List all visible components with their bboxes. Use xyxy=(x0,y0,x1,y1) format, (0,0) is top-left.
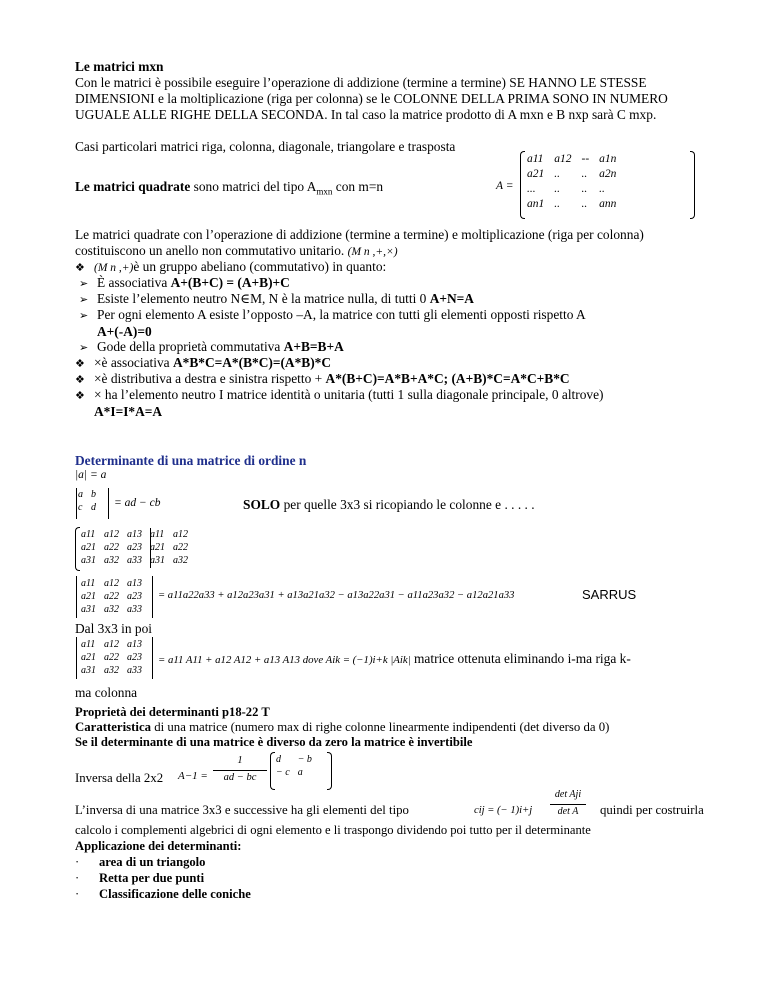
matrix-cell: a2n xyxy=(599,168,617,180)
inverse3-denominator: det A xyxy=(557,806,579,817)
matrix-cell: a1n xyxy=(599,153,617,165)
property-formula: A*B*C=A*(B*C)=(A*B)*C xyxy=(172,355,332,370)
matrix-cell: .. xyxy=(581,168,588,180)
sarrus-divider xyxy=(150,528,151,568)
sarrus-extended-matrix xyxy=(77,528,192,567)
matrix-cell: a21 xyxy=(150,542,165,553)
matrix-cell: d xyxy=(276,754,281,765)
matrix-cell: .. xyxy=(554,168,560,180)
arrow-bullet-icon: ➢ xyxy=(79,293,89,306)
matrix-cell: a13 xyxy=(127,578,142,589)
matrix-a-label: A = xyxy=(496,180,514,192)
property-text: ×è distributiva a destra e sinistra rispetto + xyxy=(94,371,326,386)
sarrus-formula: = a11a22a33 + a12a23a31 + a13a21a32 − a13a22a31 − a11a23a32 − a12a21a33 xyxy=(158,590,515,601)
laplace-text-continued: ma colonna xyxy=(75,685,138,700)
matrix-cell: a31 xyxy=(81,665,96,676)
arrow-bullet-icon: ➢ xyxy=(79,277,89,290)
matrix-a-right-bracket xyxy=(690,151,695,219)
matrix-cell: a23 xyxy=(127,542,142,553)
matrix-row xyxy=(77,651,146,664)
special-cases-line: Casi particolari matrici riga, colonna, diagonale, triangolare e trasposta xyxy=(75,139,456,154)
matrix-cell: a33 xyxy=(127,665,142,676)
matrix-cell: a22 xyxy=(173,542,188,553)
inverse2-fraction-line xyxy=(213,770,267,771)
dot-bullet-icon: · xyxy=(75,887,80,901)
matrix-cell: a33 xyxy=(127,604,142,615)
matrix-cell: a21 xyxy=(81,591,96,602)
matrix-cell: a11 xyxy=(81,639,96,650)
matrix-cell: a31 xyxy=(150,555,165,566)
property-text: × ha l’elemento neutro I matrice identità o unitaria (tutti 1 sulla diagonale principale, 0 altrove) xyxy=(94,387,604,402)
characteristic-line xyxy=(75,719,609,735)
group-line xyxy=(75,259,386,276)
inverse2-matrix xyxy=(272,753,316,779)
property-text: Per ogni elemento A esiste l’opposto –A, la matrice con tutti gli elementi opposti rispetto A xyxy=(97,307,586,322)
property-text: È associativa xyxy=(97,275,171,290)
matrix-cell: b xyxy=(91,489,96,500)
matrix-cell: a11 xyxy=(81,578,96,589)
property-text: Gode della proprietà commutativa xyxy=(97,339,284,354)
matrix-cell: a22 xyxy=(104,652,119,663)
dot-bullet-icon: · xyxy=(75,871,80,885)
matrix-cell: .. xyxy=(581,183,588,195)
square-tail: con m=n xyxy=(332,179,384,194)
inverse3-tail: quindi per costruirla xyxy=(600,803,704,817)
application-label: Classificazione delle coniche xyxy=(99,887,251,901)
matrix-cell: -- xyxy=(581,153,590,165)
solo-text: per quelle 3x3 si ricopiando le colonne e . . . . . xyxy=(280,497,535,512)
matrix-row xyxy=(74,488,100,501)
matrix-cell: a32 xyxy=(104,604,119,615)
matrix-row xyxy=(77,590,146,603)
property-text: ×è associativa xyxy=(94,355,173,370)
arrow-bullet-icon: ➢ xyxy=(79,341,89,354)
matrix-row xyxy=(77,577,146,590)
inverse3-fraction-line xyxy=(550,804,586,805)
matrix-cell: a xyxy=(297,767,303,778)
page-title: Le matrici mxn xyxy=(75,59,164,74)
matrix-row xyxy=(522,152,621,167)
property-formula: A+N=A xyxy=(429,291,474,306)
inverse3-numerator: det Aji xyxy=(554,789,582,800)
applications-heading: Applicazione dei determinanti: xyxy=(75,839,242,853)
ring-text: Le matrici quadrate con l’operazione di addizione (termine a termine) e moltiplicazione (riga per colonna) costituiscono un anello non commutativo unitario. xyxy=(75,227,644,258)
inverse3-lhs: cij = (− 1)i+j xyxy=(474,805,533,816)
matrix-cell: − c xyxy=(276,767,290,778)
matrix-cell: a12 xyxy=(104,578,119,589)
matrix-cell: .. xyxy=(581,198,588,210)
matrix-cell: a11 xyxy=(81,529,96,540)
matrix-cell: c xyxy=(78,502,83,513)
square-bold: Le matrici quadrate xyxy=(75,179,191,194)
matrix-cell: a21 xyxy=(81,652,96,663)
property-formula: A*(B+C)=A*B+A*C; (A+B)*C=A*C+B*C xyxy=(325,371,570,386)
property-formula: A+B=B+A xyxy=(283,339,344,354)
group-property-item xyxy=(79,339,709,356)
det2-result: = ad − cb xyxy=(114,497,161,509)
inverse2-lhs: A−1 = xyxy=(178,770,208,782)
inverse3-text: L’inversa di una matrice 3x3 e successive ha gli elementi del tipo xyxy=(75,803,409,817)
group-property-item xyxy=(79,291,709,308)
group-property-item xyxy=(79,307,709,340)
matrix-cell: a31 xyxy=(81,604,96,615)
ring-symbol: (M n ,+,×) xyxy=(347,246,398,258)
laplace-line xyxy=(158,651,631,667)
matrix-row xyxy=(77,638,146,651)
solo-bold: SOLO xyxy=(243,497,281,512)
property-formula: A+(-A)=0 xyxy=(97,324,152,339)
matrix-row xyxy=(74,501,100,514)
application-label: Retta per due punti xyxy=(99,871,205,885)
property-text: Esiste l’elemento neutro N∈M, N è la matrice nulla, di tutti 0 xyxy=(97,291,430,306)
matrix-cell: .. xyxy=(554,198,560,210)
inverse3-line2: calcolo i complementi algebrici di ogni elemento e li traspongo dividendo poi tutto per il determinante xyxy=(75,823,591,837)
square-matrices-line xyxy=(75,179,383,200)
matrix-cell: a21 xyxy=(527,168,545,180)
matrix-row xyxy=(522,167,621,182)
application-item xyxy=(75,886,251,902)
inverse2-right-bracket xyxy=(327,752,332,790)
property-formula: A+(B+C) = (A+B)+C xyxy=(170,275,290,290)
inverse2-denominator: ad − bc xyxy=(223,772,257,783)
laplace-formula: = a11 A11 + a12 A12 + a13 A13 dove Aik = (−1)i+k |Aik| xyxy=(158,654,411,666)
group-symbol: (M n ,+) xyxy=(94,262,134,274)
arrow-bullet-icon: ➢ xyxy=(79,309,89,322)
application-label: area di un triangolo xyxy=(99,855,206,869)
determinant-heading: Determinante di una matrice di ordine n xyxy=(75,453,307,468)
diamond-bullet-icon: ❖ xyxy=(75,261,85,274)
det2-matrix xyxy=(74,488,100,514)
matrix-cell: ann xyxy=(599,198,617,210)
matrix-cell: a12 xyxy=(104,639,119,650)
property-formula: A*I=I*A=A xyxy=(94,404,163,419)
square-text: sono matrici del tipo A xyxy=(190,179,317,194)
matrix-cell: a xyxy=(78,489,83,500)
sarrus-label: SARRUS xyxy=(582,587,637,602)
matrix-cell: .. xyxy=(599,183,605,195)
diamond-bullet-icon: ❖ xyxy=(75,389,85,402)
matrix-row xyxy=(77,541,192,554)
inverse2-label: Inversa della 2x2 xyxy=(75,771,164,785)
application-item xyxy=(75,870,204,886)
multiplication-property-item xyxy=(75,371,715,388)
matrix-row xyxy=(272,766,316,779)
matrix-cell: a32 xyxy=(173,555,188,566)
matrix-row xyxy=(522,197,621,212)
matrix-cell: a22 xyxy=(104,542,119,553)
matrix-cell: a21 xyxy=(81,542,96,553)
diamond-bullet-icon: ❖ xyxy=(75,373,85,386)
inverse2-numerator: 1 xyxy=(237,755,243,766)
matrix-a xyxy=(522,152,621,212)
diamond-bullet-icon: ❖ xyxy=(75,357,85,370)
multiplication-property-item xyxy=(75,387,715,420)
matrix-cell: a11 xyxy=(150,529,165,540)
matrix-cell: a32 xyxy=(104,555,119,566)
matrix-cell: a23 xyxy=(127,591,142,602)
multiplication-property-item xyxy=(75,355,715,372)
matrix-row xyxy=(272,753,316,766)
det2-right-bar xyxy=(108,488,109,519)
matrix-row xyxy=(77,664,146,677)
matrix-cell: an1 xyxy=(527,198,545,210)
det3-matrix-laplace xyxy=(77,638,146,677)
group-text: è un gruppo abeliano (commutativo) in quanto: xyxy=(133,259,387,274)
matrix-cell: − b xyxy=(297,754,312,765)
matrix-cell: a13 xyxy=(127,529,142,540)
matrix-cell: a32 xyxy=(104,665,119,676)
ring-paragraph xyxy=(75,227,715,260)
solo-line xyxy=(243,497,535,513)
matrix-cell: a23 xyxy=(127,652,142,663)
det3-matrix-sarrus xyxy=(77,577,146,616)
matrix-row xyxy=(77,528,192,541)
matrix-cell: a13 xyxy=(127,639,142,650)
matrix-cell: .. xyxy=(554,183,560,195)
group-property-item xyxy=(79,275,709,292)
matrix-cell: a12 xyxy=(104,529,119,540)
application-item xyxy=(75,854,205,870)
matrix-row xyxy=(77,603,146,616)
det3-right-bar xyxy=(152,576,153,618)
det1-formula: |a| = a xyxy=(75,469,107,481)
matrix-cell: ... xyxy=(527,183,536,195)
det3b-right-bar xyxy=(152,637,153,679)
matrix-cell: a11 xyxy=(527,153,544,165)
matrix-cell: d xyxy=(91,502,96,513)
invertible-line: Se il determinante di una matrice è diverso da zero la matrice è invertibile xyxy=(75,735,473,749)
matrix-cell: a22 xyxy=(104,591,119,602)
characteristic-text: di una matrice (numero max di righe colonne linearmente indipendenti (det diverso da 0) xyxy=(151,720,610,734)
intro-paragraph: Con le matrici è possibile eseguire l’operazione di addizione (termine a termine) SE HANNO LE STESSE DIMENSIONI e la moltiplicazione (riga per colonna) se le COLONNE DELLA PRIMA SONO IN NUMERO UGUALE ALLE RIGHE DELLA SECONDA. In tal caso la matrice prodotto di A mxn e B nxp sarà C mxp. xyxy=(75,75,668,122)
laplace-text: matrice ottenuta eliminando i-ma riga k- xyxy=(410,651,631,666)
characteristic-bold: Caratteristica xyxy=(75,720,152,734)
matrix-cell: a31 xyxy=(81,555,96,566)
matrix-row xyxy=(77,554,192,567)
from-3x3-line: Dal 3x3 in poi xyxy=(75,621,152,636)
determinant-properties: Proprietà dei determinanti p18-22 T xyxy=(75,705,270,719)
matrix-cell: a12 xyxy=(173,529,188,540)
matrix-row xyxy=(522,182,621,197)
square-sub: mxn xyxy=(316,186,333,197)
matrix-cell: a12 xyxy=(554,153,572,165)
dot-bullet-icon: · xyxy=(75,855,80,869)
matrix-cell: a33 xyxy=(127,555,142,566)
